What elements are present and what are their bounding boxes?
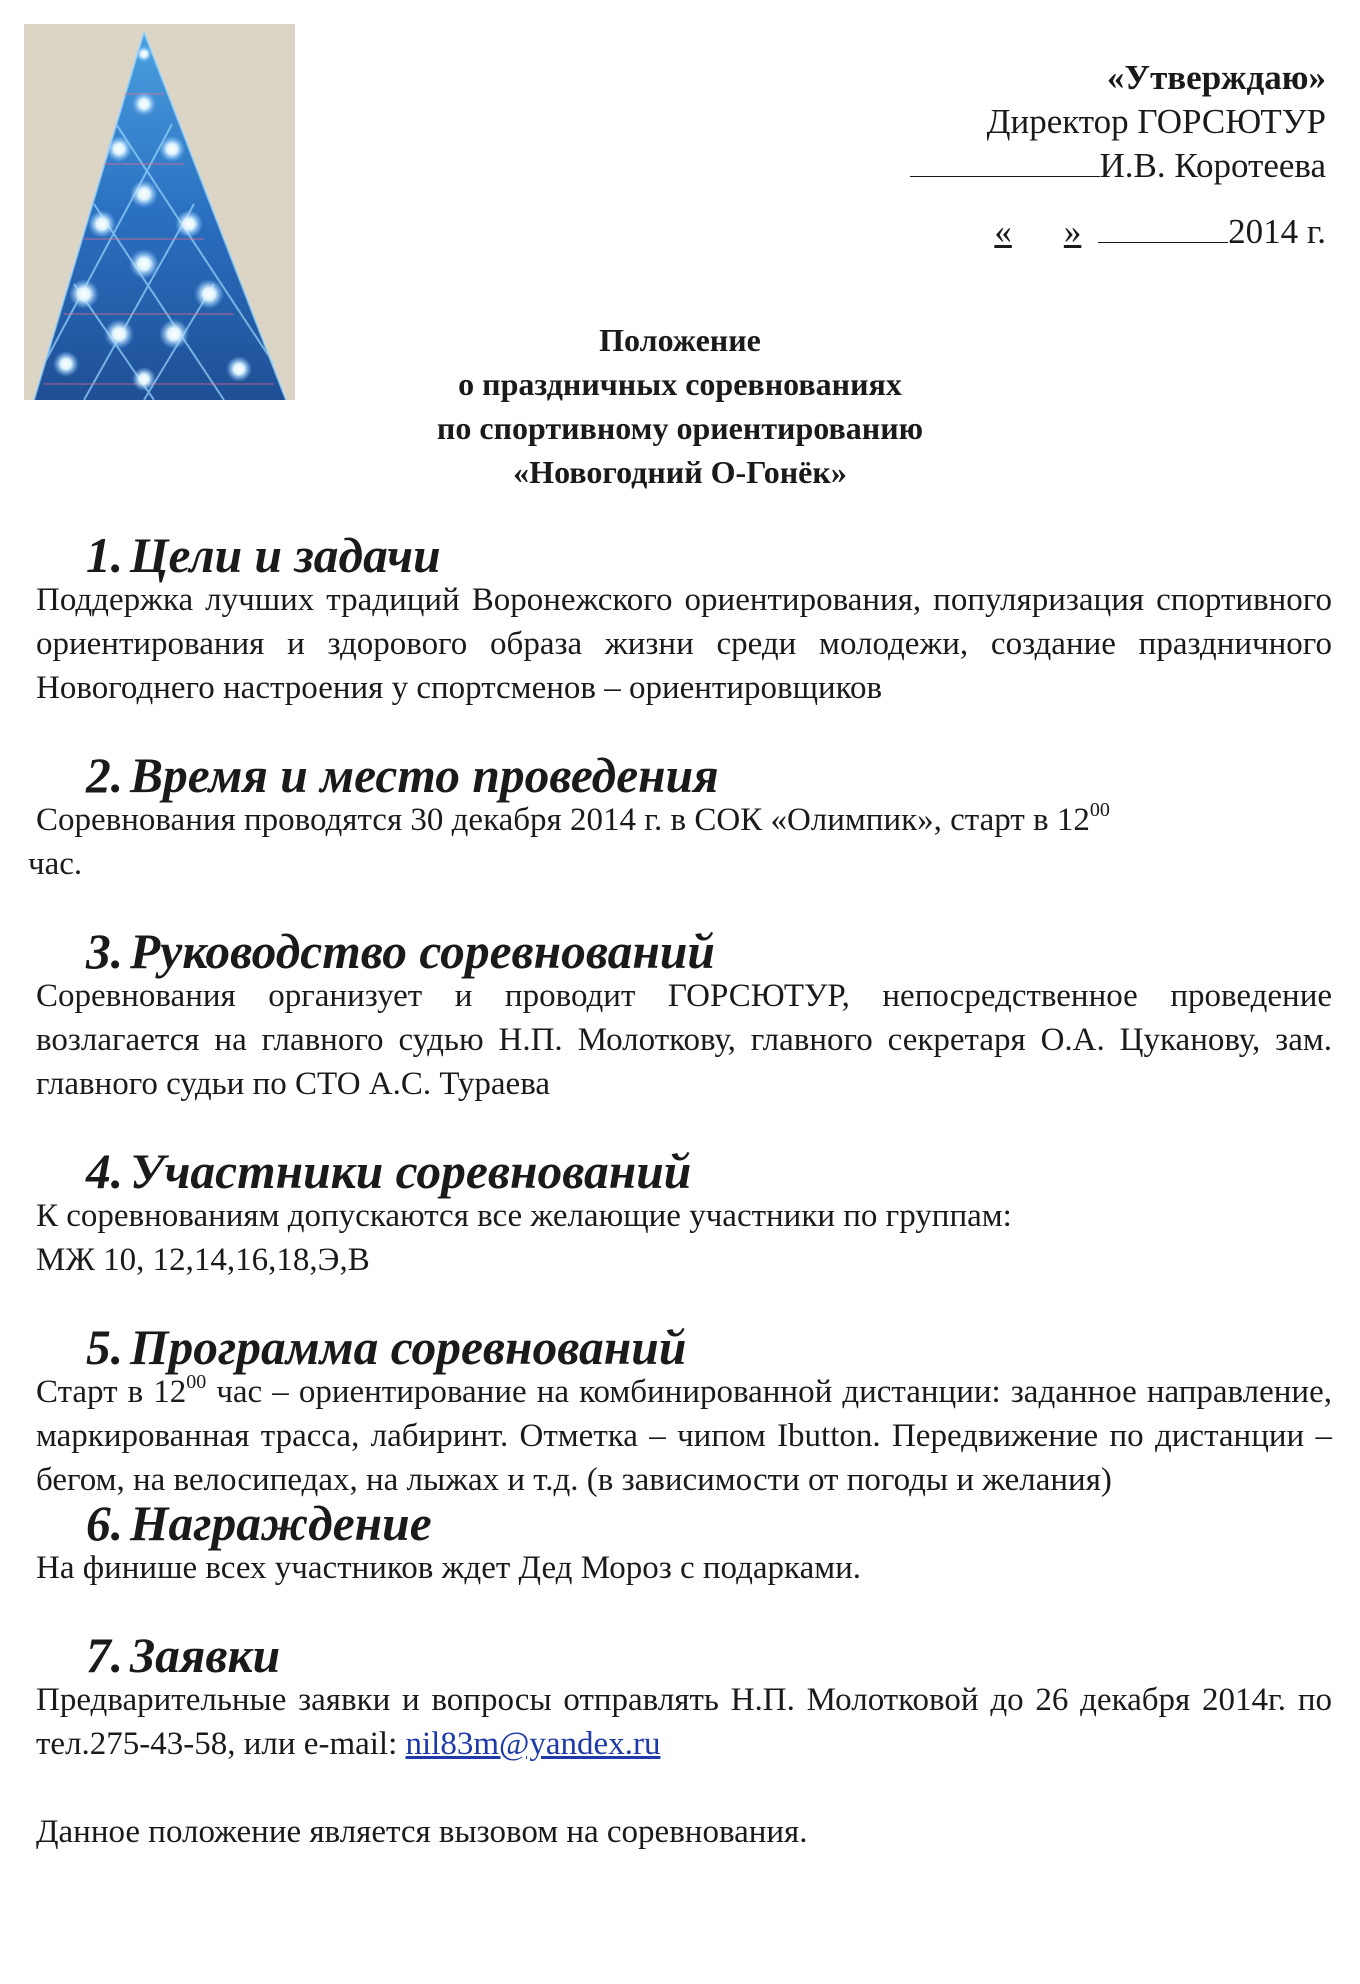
date-day-field: « » (994, 212, 1082, 251)
section-3-text: Соревнования организует и проводит ГОРСЮТУР, непосредственное проведение возлагается на главного судью Н.П. Молоткову, главного секретаря О.А. Цуканову, зам. главного судьи по СТО А.С. Тураева (36, 978, 1332, 1102)
section-3-heading: 3. Руководство соревнований (86, 924, 715, 979)
approval-signatory: И.В. Коротеева (1099, 146, 1326, 185)
title-line-3: по спортивному ориентированию (436, 410, 924, 446)
section-5-time-sup: 00 (186, 1371, 207, 1393)
section-5-heading: 5. Программа соревнований (86, 1320, 687, 1375)
approval-title: «Утверждаю» (1106, 58, 1326, 97)
date-month-blank (1098, 210, 1228, 243)
approval-signature-line (910, 144, 1326, 188)
signature-blank (910, 144, 1100, 177)
approval-block (910, 56, 1326, 254)
section-2-time-sup: 00 (1089, 799, 1110, 821)
title-line-1: Положение (599, 322, 761, 358)
section-1-heading: 1. Цели и задачи (86, 528, 441, 583)
section-5-text: Старт в $12^{00}$ час – ориентирование на комбинированной дистанции: заданное направление, маркированная трасса, лабиринт. Отметка – чипом Ibutton. Передвижение по дистанции – бегом, на велосипедах, на лыжах и т.д. (в зависимости от погоды и желания) (36, 1371, 1332, 1498)
section-6-heading: 6. Награждение (86, 1496, 432, 1551)
email-link[interactable]: nil83m@yandex.ru (405, 1726, 661, 1762)
closing-text: Данное положение является вызовом на соревнования. (36, 1814, 808, 1850)
approval-date-line (910, 210, 1326, 254)
approval-position: Директор ГОРСЮТУР (986, 102, 1326, 141)
section-1-text: Поддержка лучших традиций Воронежского ориентирования, популяризация спортивного ориентирования и здорового образа жизни среди молодежи, создание праздничного Новогоднего настроения у спортсменов – ориентировщиков (36, 582, 1332, 706)
section-2-heading: 2. Время и место проведения (86, 748, 719, 803)
title-line-4: «Новогодний О-Гонёк» (513, 454, 847, 490)
section-6-text: На финише всех участников ждет Дед Мороз с подарками. (36, 1550, 862, 1586)
approval-year: 2014 г. (1228, 212, 1326, 251)
section-7-heading: 7. Заявки (86, 1628, 281, 1683)
section-4-heading: 4. Участники соревнований (86, 1144, 692, 1199)
document-title (0, 318, 1360, 494)
title-line-2: о праздничных соревнованиях (458, 366, 902, 402)
section-7-text: Предварительные заявки и вопросы отправлять Н.П. Молотковой до 26 декабря 2014г. по тел.275-43-58, или e-mail: nil83m@yandex.ru (36, 1682, 1332, 1762)
document-body (28, 528, 1332, 1854)
section-4-text: К соревнованиям допускаются все желающие участники по группам: МЖ 10, 12,14,16,18,Э,В (36, 1198, 1012, 1278)
section-2-text: Соревнования проводятся 30 декабря 2014 г. в СОК «Олимпик», старт в $12^{00}$ час. (28, 799, 1110, 882)
